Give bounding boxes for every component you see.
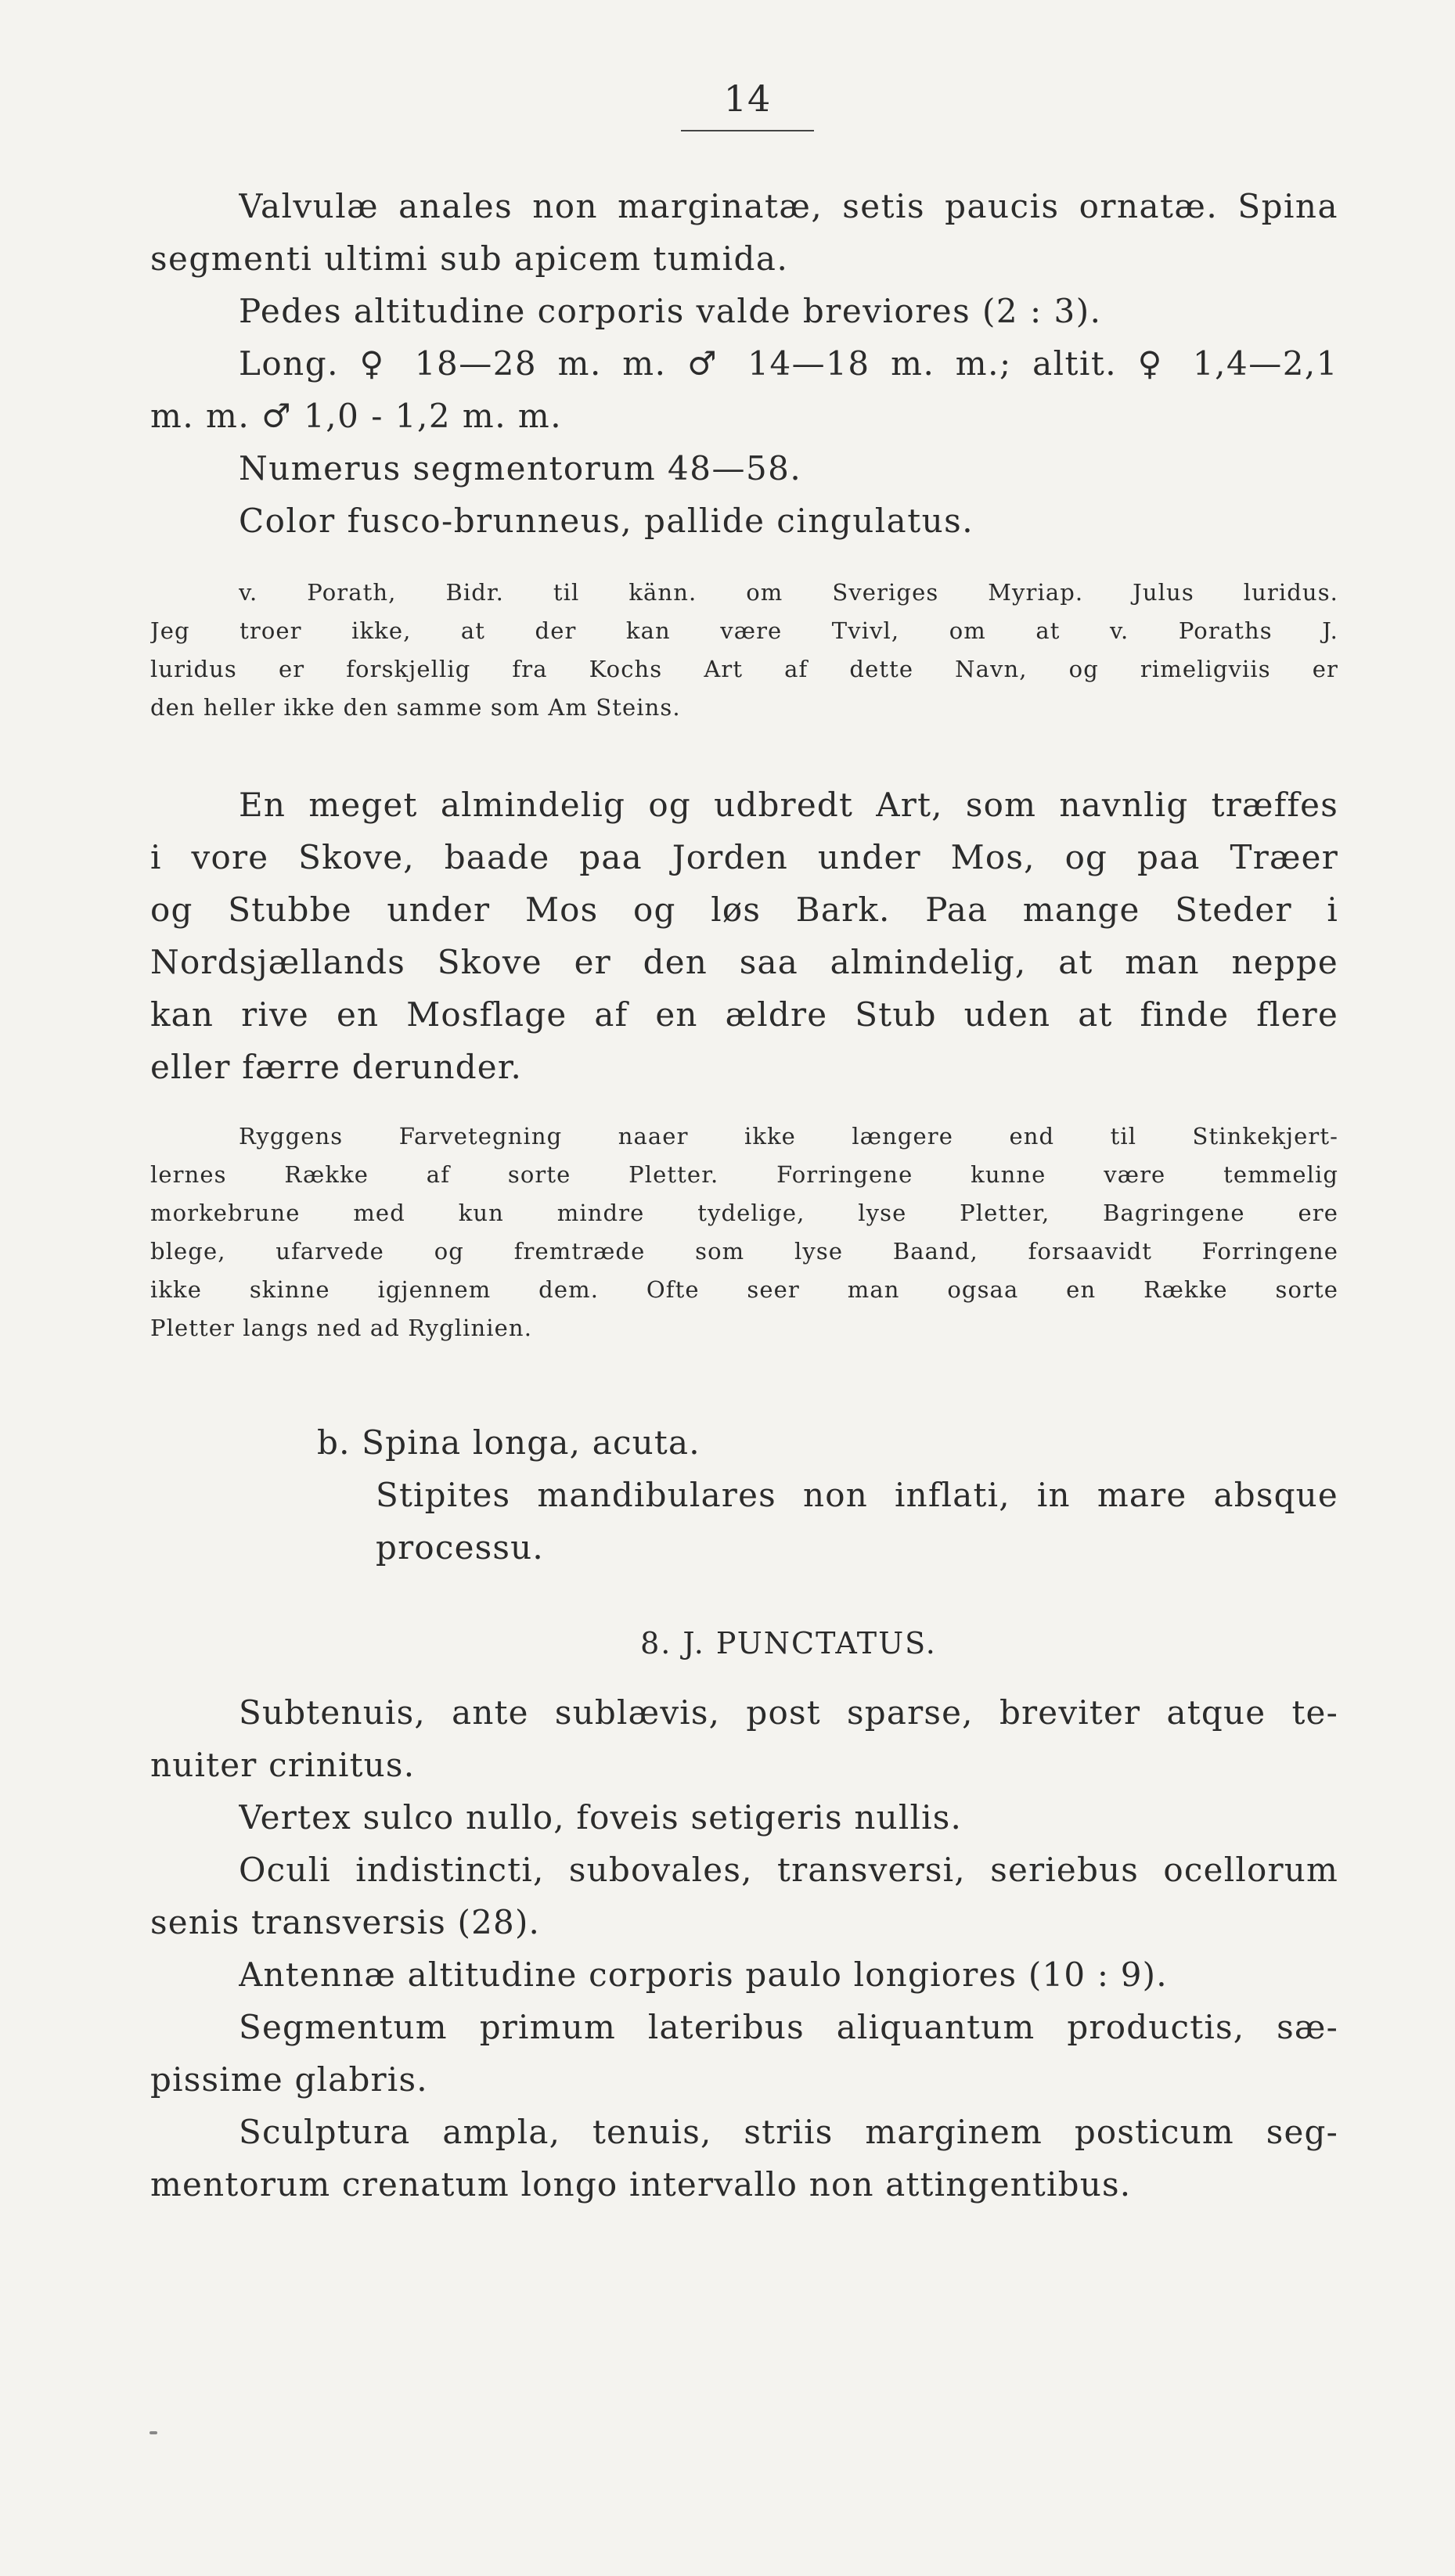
text-line: den heller ikke den samme som Am Steins.: [150, 694, 681, 721]
text-line: Subtenuis, ante sublævis, post sparse, breviter atque te-: [239, 1693, 1338, 1732]
diagnosis-legs: [239, 285, 1338, 337]
paper-speck: [149, 2431, 157, 2434]
text-line: Antennæ altitudine corporis paulo longiores (10 : 9).: [239, 1955, 1168, 1994]
text-line: pissime glabris.: [150, 2060, 428, 2099]
text-line: senis transversis (28).: [150, 1903, 541, 1941]
text-line: Numerus segmentorum 48—58.: [239, 449, 802, 487]
species-heading: 8. J. PUNCTATUS.: [640, 1626, 937, 1660]
text-line: processu.: [376, 1528, 544, 1567]
synonymy-note: [150, 574, 1338, 727]
text-line: eller færre derunder.: [150, 1048, 523, 1086]
text-line: En meget almindelig og udbredt Art, som navnlig træffes: [239, 786, 1338, 824]
text-line: ikke skinne igjennem dem. Ofte seer man ogsaa en Række sorte: [150, 1276, 1338, 1303]
text-line: b. Spina longa, acuta.: [317, 1423, 700, 1462]
text-line: Nordsjællands Skove er den saa almindelig, at man neppe: [150, 943, 1338, 981]
text-line: Ryggens Farvetegning naaer ikke længere end til Stinkekjert-: [239, 1123, 1338, 1149]
text-line: Color fusco-brunneus, pallide cingulatus.: [239, 502, 974, 540]
diagnosis-color: [239, 495, 1338, 547]
text-line: morkebrune med kun mindre tydelige, lyse Pletter, Bagringene ere: [150, 1200, 1338, 1226]
text-line: v. Porath, Bidr. til känn. om Sveriges Myriap. Julus luridus.: [239, 579, 1338, 606]
text-line: lernes Række af sorte Pletter. Forringene kunne være temmelig: [150, 1161, 1338, 1188]
diagnosis-length: [150, 337, 1338, 442]
description-habitus: [150, 1686, 1338, 1791]
text-line: blege, ufarvede og fremtræde som lyse Baand, forsaavidt Forringene: [150, 1238, 1338, 1265]
page-number-rule: [681, 130, 814, 131]
text-line: nuiter crinitus.: [150, 1746, 416, 1784]
text-line: Segmentum primum lateribus aliquantum productis, sæ-: [239, 2008, 1338, 2046]
text-line: i vore Skove, baade paa Jorden under Mos, og paa Træer: [150, 838, 1338, 876]
text-line: luridus er forskjellig fra Kochs Art af dette Navn, og rimeligviis er: [150, 656, 1338, 682]
diagnosis-segment-count: [239, 442, 1338, 495]
text-line: mentorum crenatum longo intervallo non attingentibus.: [150, 2165, 1132, 2204]
section-b-key: [317, 1416, 1338, 1574]
description-first-segment: [150, 2001, 1338, 2106]
habitat-paragraph: [150, 779, 1338, 1093]
text-line: Oculi indistincti, subovales, transversi, seriebus ocellorum: [239, 1851, 1338, 1889]
page-number: 14: [723, 77, 772, 120]
text-line: Valvulæ anales non marginatæ, setis paucis ornatæ. Spina: [239, 187, 1338, 225]
text-line: Pletter langs ned ad Ryglinien.: [150, 1315, 533, 1341]
description-antennae: [239, 1948, 1338, 2001]
text-line: Vertex sulco nullo, foveis setigeris nullis.: [239, 1798, 963, 1837]
text-line: segmenti ultimi sub apicem tumida.: [150, 239, 789, 278]
text-line: Sculptura ampla, tenuis, striis marginem posticum seg-: [239, 2113, 1338, 2151]
description-sculpture: [150, 2106, 1338, 2211]
text-line: Jeg troer ikke, at der kan være Tvivl, om at v. Poraths J.: [150, 617, 1338, 644]
coloration-note: [150, 1117, 1338, 1347]
text-line: Pedes altitudine corporis valde breviores (2 : 3).: [239, 292, 1102, 330]
text-line: Long. ♀ 18—28 m. m. ♂ 14—18 m. m.; altit. ♀ 1,4—2,1: [239, 344, 1338, 383]
diagnosis-anal-valves: [150, 180, 1338, 285]
text-line: Stipites mandibulares non inflati, in mare absque: [376, 1476, 1338, 1514]
text-line: m. m. ♂ 1,0 - 1,2 m. m.: [150, 397, 563, 435]
text-line: og Stubbe under Mos og løs Bark. Paa mange Steder i: [150, 890, 1338, 929]
text-line: kan rive en Mosflage af en ældre Stub uden at finde flere: [150, 995, 1338, 1034]
description-vertex: [239, 1791, 1338, 1844]
description-eyes: [150, 1844, 1338, 1948]
